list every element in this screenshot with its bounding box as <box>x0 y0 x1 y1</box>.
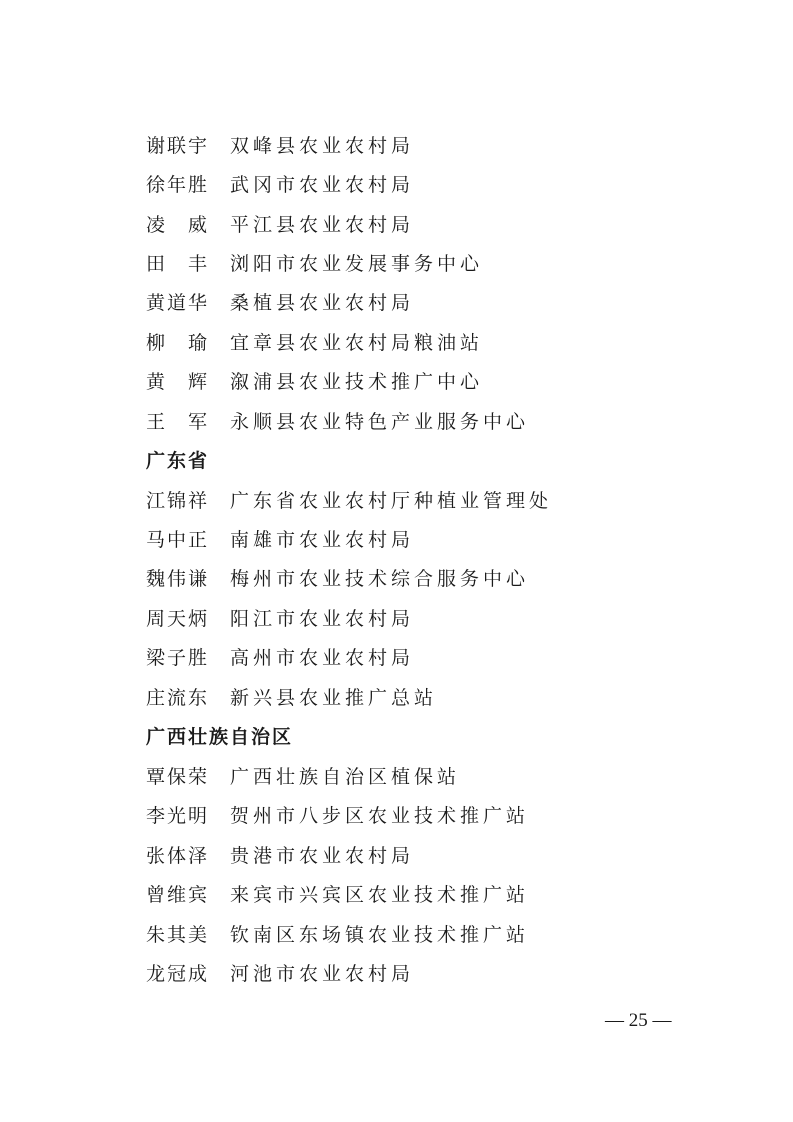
organization-name: 溆浦县农业技术推广中心 <box>230 371 484 393</box>
organization-name: 钦南区东场镇农业技术推广站 <box>230 924 530 946</box>
organization-name: 南雄市农业农村局 <box>230 529 415 551</box>
person-name: 田 丰 <box>146 253 210 275</box>
list-item <box>146 403 529 442</box>
list-item <box>146 482 552 521</box>
organization-name: 贺州市八步区农业技术推广站 <box>230 805 530 827</box>
organization-name: 桑植县农业农村局 <box>230 292 415 314</box>
person-name: 马中正 <box>146 529 210 551</box>
person-name: 魏伟谦 <box>146 568 210 590</box>
person-name: 朱其美 <box>146 924 210 946</box>
organization-name: 新兴县农业推广总站 <box>230 687 438 709</box>
list-item <box>146 679 437 718</box>
organization-name: 河池市农业农村局 <box>230 963 415 985</box>
organization-name: 梅州市农业技术综合服务中心 <box>230 568 530 590</box>
organization-name: 高州市农业农村局 <box>230 647 415 669</box>
person-name: 龙冠成 <box>146 963 210 985</box>
list-item <box>146 837 414 876</box>
organization-name: 宜章县农业农村局粮油站 <box>230 332 484 354</box>
person-name: 梁子胜 <box>146 647 210 669</box>
list-item <box>146 955 414 994</box>
organization-name: 阳江市农业农村局 <box>230 608 415 630</box>
list-item <box>146 127 414 166</box>
list-item <box>146 876 529 915</box>
person-name: 覃保荣 <box>146 766 210 788</box>
list-item <box>146 639 414 678</box>
list-item <box>146 324 483 363</box>
list-item <box>146 363 483 402</box>
list-item <box>146 758 460 797</box>
person-name: 黄 辉 <box>146 371 210 393</box>
person-name: 黄道华 <box>146 292 210 314</box>
person-name: 凌 威 <box>146 214 210 236</box>
organization-name: 武冈市农业农村局 <box>230 174 415 196</box>
organization-name: 贵港市农业农村局 <box>230 845 415 867</box>
person-name: 江锦祥 <box>146 490 210 512</box>
organization-name: 浏阳市农业发展事务中心 <box>230 253 484 275</box>
person-name: 柳 瑜 <box>146 332 210 354</box>
organization-name: 平江县农业农村局 <box>230 214 415 236</box>
list-item <box>146 560 529 599</box>
person-name: 曾维宾 <box>146 884 210 906</box>
list-item <box>146 797 529 836</box>
list-item <box>146 916 529 955</box>
person-name: 庄流东 <box>146 687 210 709</box>
list-item <box>146 245 483 284</box>
section-heading-guangdong: 广东省 <box>146 450 210 472</box>
person-name: 李光明 <box>146 805 210 827</box>
section-heading-guangxi: 广西壮族自治区 <box>146 726 294 748</box>
list-item <box>146 166 414 205</box>
list-item <box>146 600 414 639</box>
organization-name: 广西壮族自治区植保站 <box>230 766 461 788</box>
person-name: 王 军 <box>146 411 210 433</box>
organization-name: 广东省农业农村厅种植业管理处 <box>230 490 553 512</box>
person-name: 周天炳 <box>146 608 210 630</box>
organization-name: 来宾市兴宾区农业技术推广站 <box>230 884 530 906</box>
person-name: 谢联宇 <box>146 135 210 157</box>
person-name: 张体泽 <box>146 845 210 867</box>
organization-name: 永顺县农业特色产业服务中心 <box>230 411 530 433</box>
organization-name: 双峰县农业农村局 <box>230 135 415 157</box>
page-number: — 25 — <box>605 1010 672 1031</box>
list-item <box>146 206 414 245</box>
list-item <box>146 521 414 560</box>
list-item <box>146 284 414 323</box>
person-name: 徐年胜 <box>146 174 210 196</box>
